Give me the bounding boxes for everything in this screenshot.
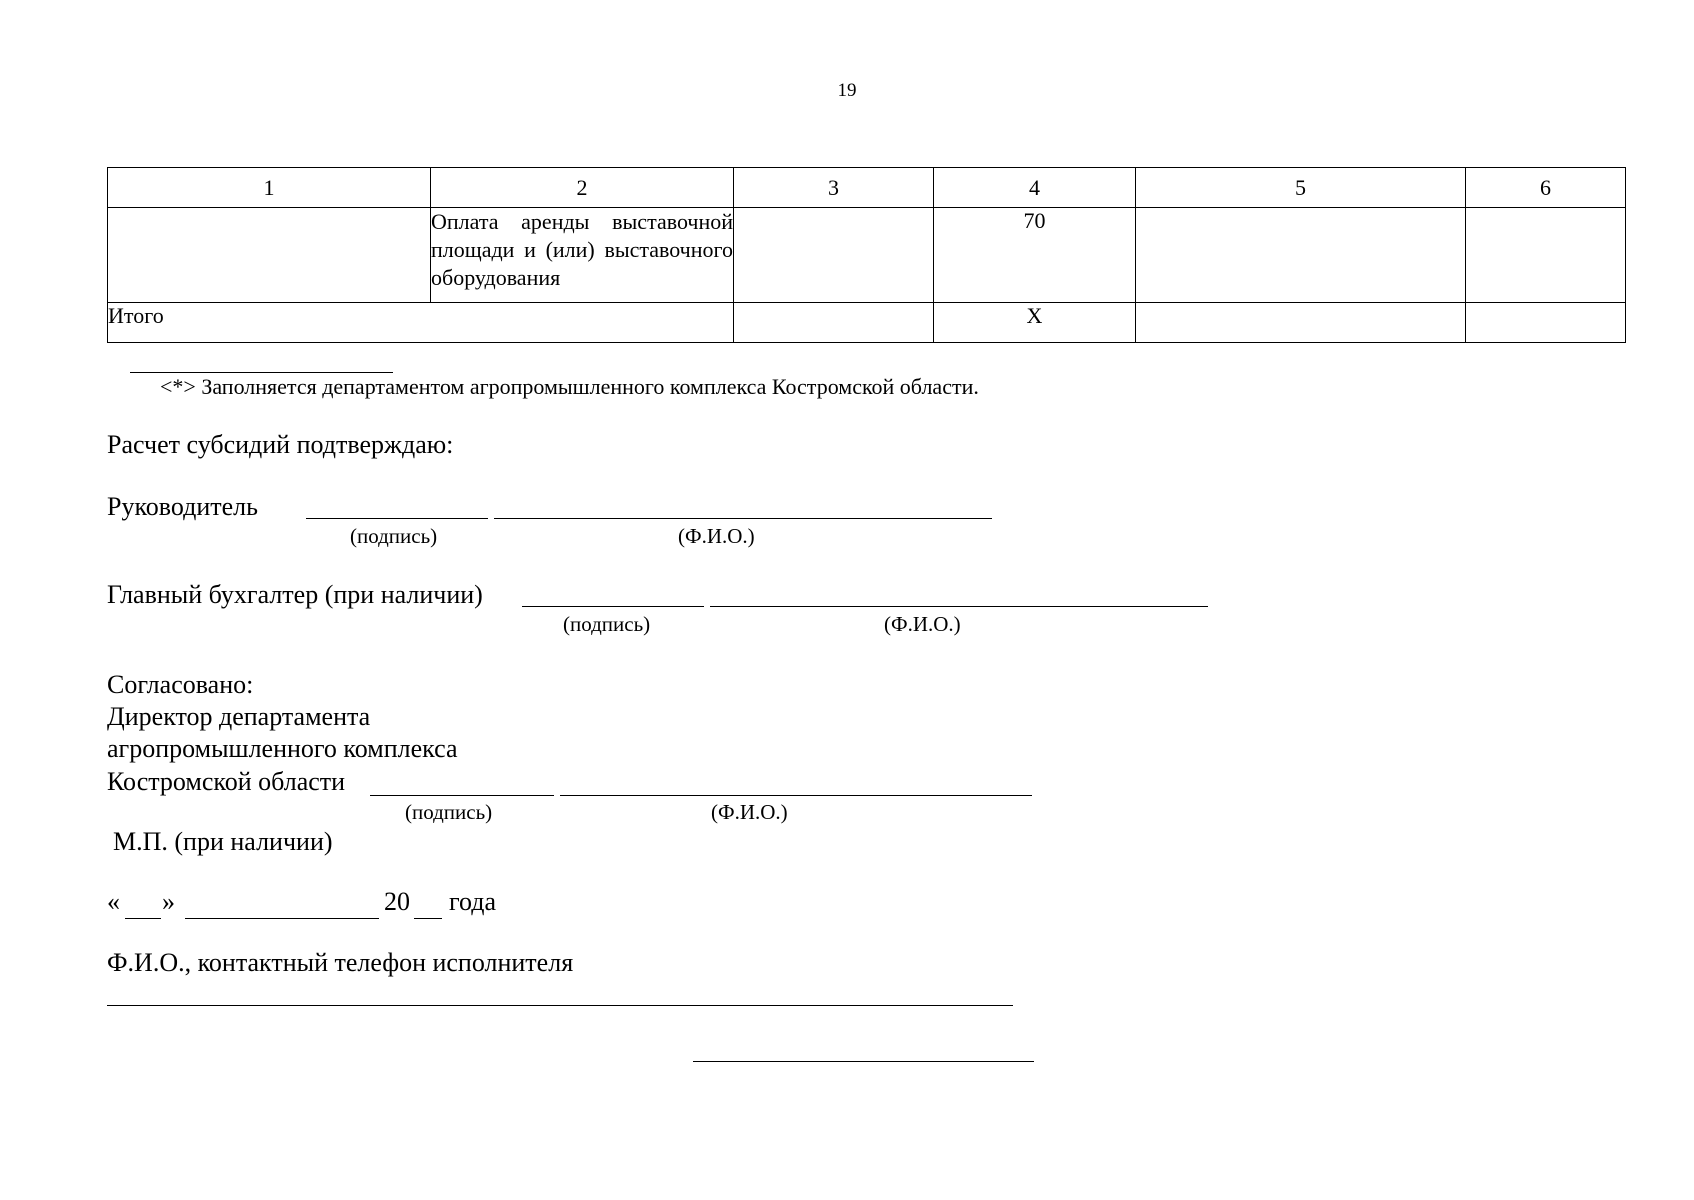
director-signature-caption: (подпись) [405, 800, 493, 824]
director-name-line [560, 795, 1032, 796]
agreed-line-3: Костромской области [107, 767, 346, 796]
contact-line [107, 1005, 1013, 1006]
table-row [108, 208, 1626, 303]
head-name-line [494, 518, 992, 519]
date-year-prefix: 20 [384, 887, 410, 916]
date-open-quote: « [107, 887, 120, 916]
agreed-line-2: агропромышленного комплекса [107, 734, 458, 763]
accountant-signature-caption: (подпись) [563, 612, 651, 636]
total-x-mark: Х [934, 303, 1136, 343]
head-signature-caption: (подпись) [350, 524, 438, 548]
date-close-quote: » [162, 887, 175, 916]
date-day-line [125, 918, 161, 919]
table-cell [1136, 303, 1466, 343]
head-name-caption: (Ф.И.О.) [678, 524, 755, 548]
accountant-name-line [710, 606, 1208, 607]
seal-note: М.П. (при наличии) [113, 827, 333, 856]
total-row [108, 303, 1626, 343]
footnote: <*> Заполняется департаментом агропромышленного комплекса Костромской области. [160, 374, 979, 399]
header-cell: 6 [1466, 168, 1626, 208]
table-cell [1466, 208, 1626, 303]
date-suffix: года [449, 887, 497, 916]
table-cell [108, 208, 431, 303]
agreed-line-1: Директор департамента [107, 702, 371, 731]
agreed-title: Согласовано: [107, 670, 254, 699]
table-cell [1136, 208, 1466, 303]
closing-divider [693, 1061, 1034, 1062]
footnote-divider [130, 372, 393, 373]
page-number: 19 [837, 80, 857, 101]
total-label: Итого [108, 303, 734, 343]
table-cell [734, 208, 934, 303]
table-cell [734, 303, 934, 343]
header-cell: 1 [108, 168, 431, 208]
contact-label: Ф.И.О., контактный телефон исполнителя [107, 948, 574, 977]
header-cell: 3 [734, 168, 934, 208]
date-month-line [185, 918, 379, 919]
expense-description-cell: Оплата аренды выставочной площади и (или) выставочного оборудования [431, 208, 734, 303]
confirm-title: Расчет субсидий подтверждаю: [107, 430, 454, 459]
rate-cell: 70 [934, 208, 1136, 303]
accountant-signature-line [522, 606, 704, 607]
accountant-name-caption: (Ф.И.О.) [884, 612, 961, 636]
header-cell: 5 [1136, 168, 1466, 208]
table-header-row [108, 168, 1626, 208]
head-label: Руководитель [107, 492, 258, 521]
director-name-caption: (Ф.И.О.) [711, 800, 788, 824]
header-cell: 2 [431, 168, 734, 208]
head-signature-line [306, 518, 488, 519]
subsidy-table [107, 167, 1626, 343]
date-year-line [414, 918, 442, 919]
director-signature-line [370, 795, 554, 796]
header-cell: 4 [934, 168, 1136, 208]
table-cell [1466, 303, 1626, 343]
accountant-label: Главный бухгалтер (при наличии) [107, 580, 483, 609]
